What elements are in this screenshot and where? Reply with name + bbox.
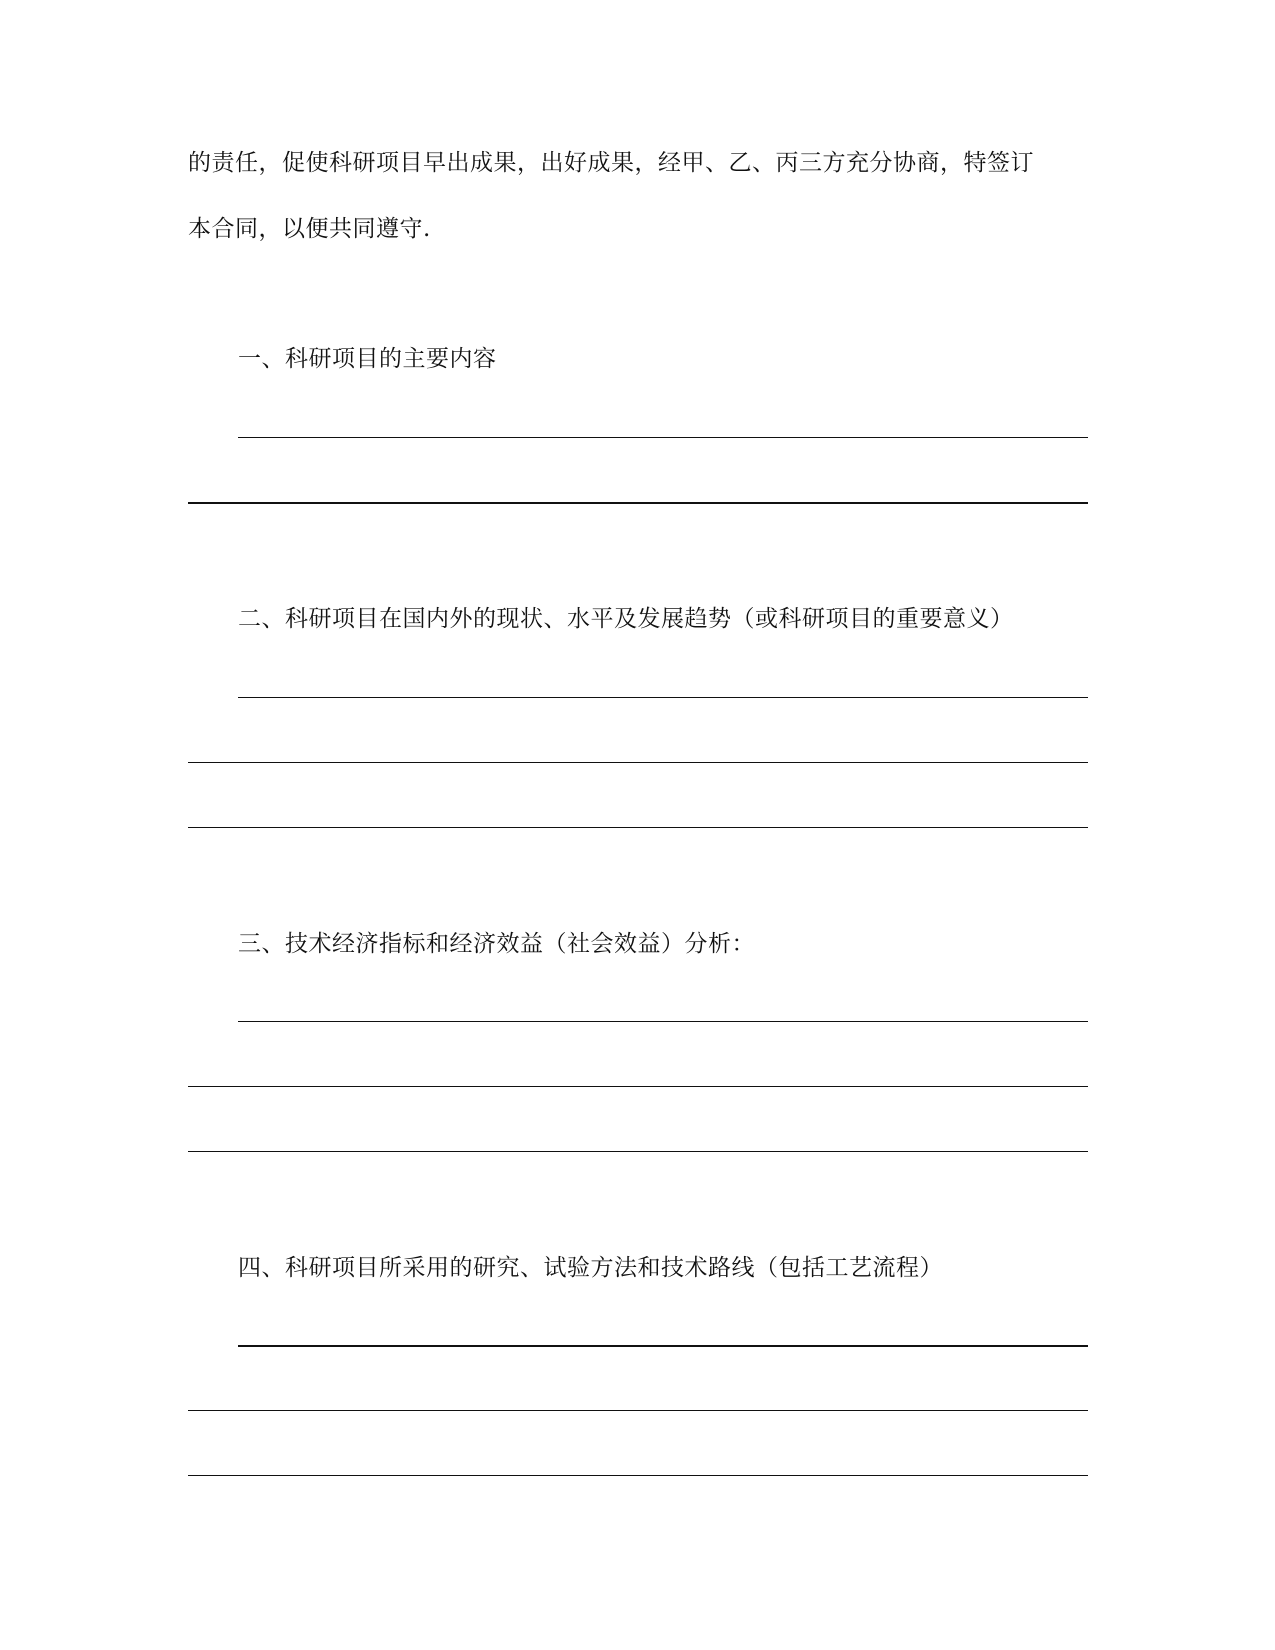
fill-in-line [238,697,1088,698]
fill-in-line [188,502,1088,504]
section-heading-4: 四、科研项目所采用的研究、试验方法和技术路线（包括工艺流程） [238,1255,943,1281]
fill-in-line [188,1410,1088,1411]
section-heading-2: 二、科研项目在国内外的现状、水平及发展趋势（或科研项目的重要意义） [238,606,1014,632]
intro-line-2: 本合同，以便共同遵守. [188,216,431,242]
fill-in-line [188,762,1088,763]
fill-in-line [188,1475,1088,1476]
section-heading-1: 一、科研项目的主要内容 [238,346,497,372]
intro-line-1: 的责任，促使科研项目早出成果，出好成果，经甲、乙、丙三方充分协商，特签订 [188,150,1034,176]
section-heading-3: 三、技术经济指标和经济效益（社会效益）分析： [238,931,755,957]
fill-in-line [188,1086,1088,1087]
fill-in-line [188,827,1088,828]
fill-in-line [238,437,1088,438]
fill-in-line [238,1021,1088,1022]
fill-in-line [188,1151,1088,1152]
fill-in-line [238,1345,1088,1347]
